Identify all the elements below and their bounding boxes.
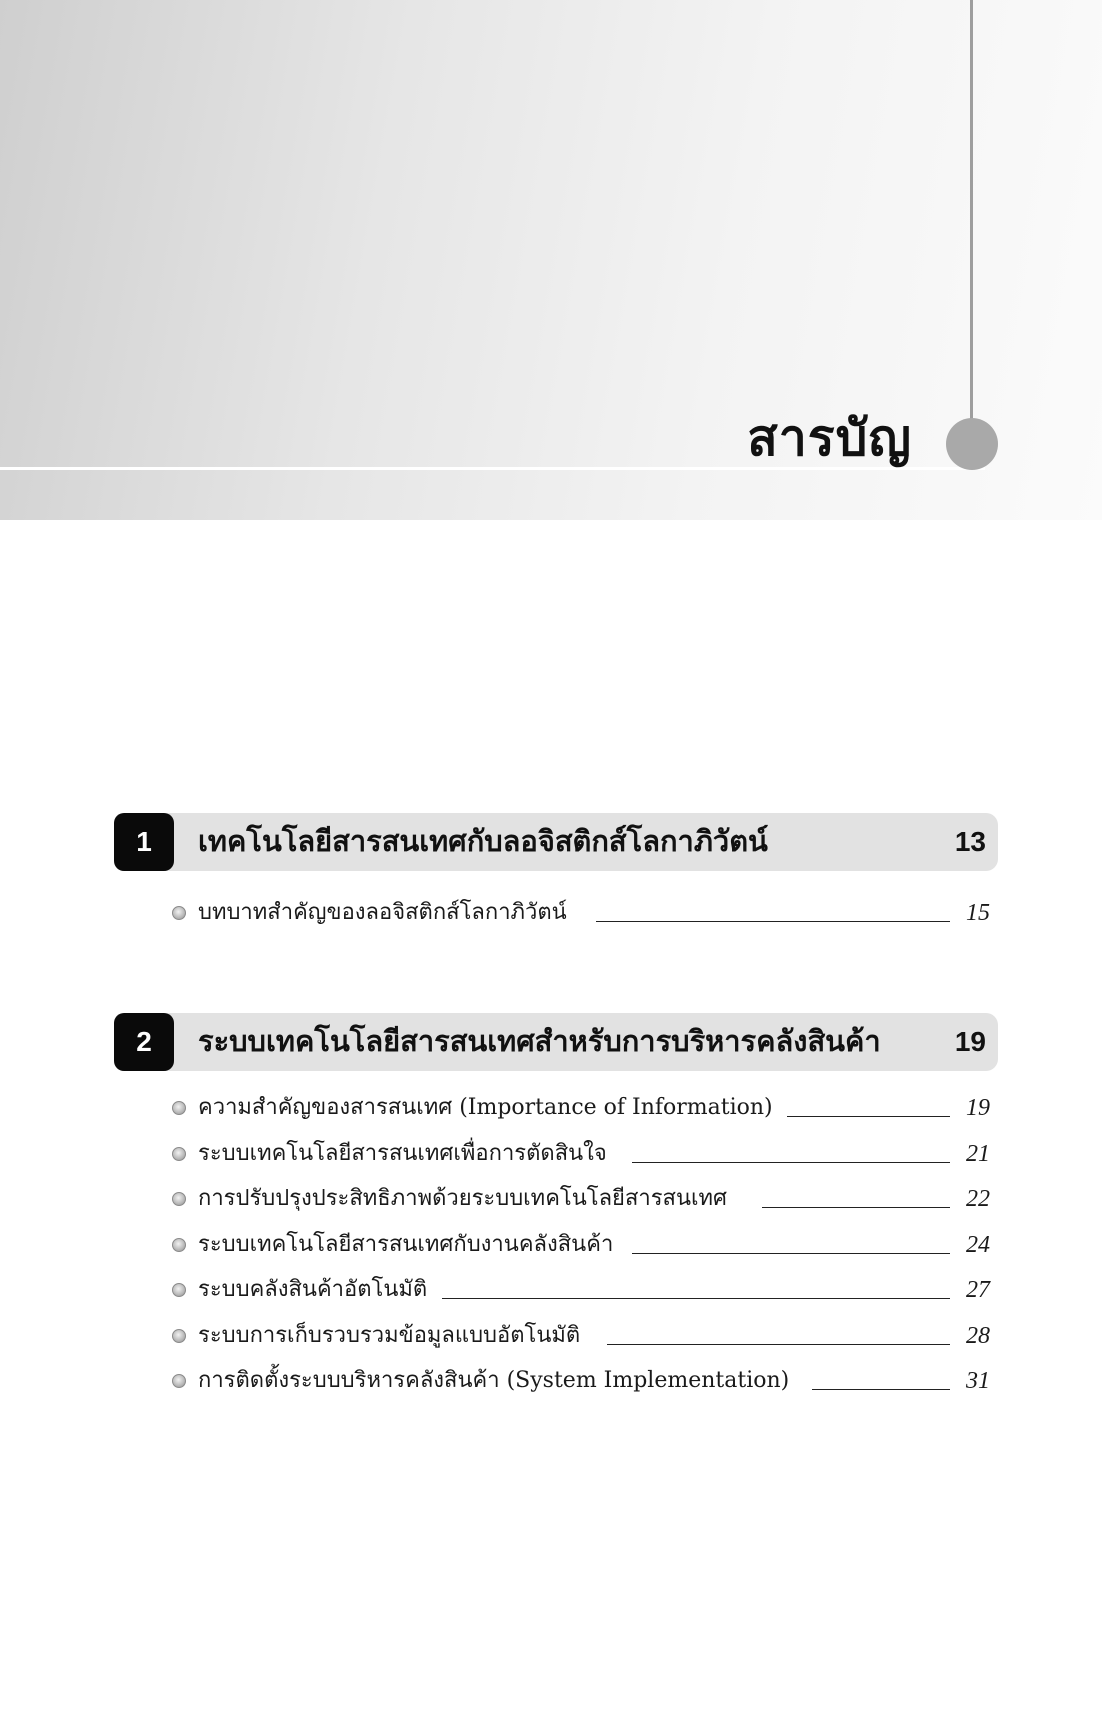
header-band bbox=[0, 0, 1102, 520]
toc-entry[interactable] bbox=[172, 1361, 990, 1401]
chapter-page-number: 19 bbox=[954, 1026, 986, 1057]
leader-line bbox=[632, 1253, 950, 1254]
entry-page-number: 28 bbox=[966, 1323, 990, 1349]
chapter-1-header[interactable] bbox=[114, 813, 998, 871]
entry-title: ระบบเทคโนโลยีสารสนเทศเพื่อการตัดสินใจ bbox=[198, 1141, 607, 1166]
toc-entry[interactable] bbox=[172, 1270, 990, 1310]
toc-entry[interactable] bbox=[172, 1179, 990, 1219]
leader-line bbox=[812, 1389, 950, 1390]
entry-page-number: 22 bbox=[966, 1186, 990, 1212]
bullet-icon bbox=[172, 1192, 186, 1206]
toc-entry[interactable] bbox=[172, 1134, 990, 1174]
entry-title: บทบาทสำคัญของลอจิสติกส์โลกาภิวัตน์ bbox=[198, 900, 567, 925]
entry-title: ระบบคลังสินค้าอัตโนมัติ bbox=[198, 1277, 428, 1302]
entry-title: การติดตั้งระบบบริหารคลังสินค้า (System Implementation) bbox=[198, 1368, 790, 1393]
entry-page-number: 15 bbox=[966, 900, 990, 926]
entry-page-number: 21 bbox=[966, 1141, 990, 1167]
header-vertical-rule bbox=[970, 0, 973, 420]
bullet-icon bbox=[172, 1374, 186, 1388]
toc-entry[interactable] bbox=[172, 1316, 990, 1356]
bullet-icon bbox=[172, 1101, 186, 1115]
chapter-page-number: 13 bbox=[954, 826, 986, 857]
bullet-icon bbox=[172, 1238, 186, 1252]
bullet-icon bbox=[172, 1329, 186, 1343]
entry-title: ระบบเทคโนโลยีสารสนเทศกับงานคลังสินค้า bbox=[198, 1232, 614, 1257]
leader-line bbox=[762, 1207, 950, 1208]
leader-line bbox=[442, 1298, 950, 1299]
entry-page-number: 31 bbox=[966, 1368, 990, 1394]
chapter-title: เทคโนโลยีสารสนเทศกับลอจิสติกส์โลกาภิวัตน์ bbox=[198, 824, 768, 858]
chapter-title: ระบบเทคโนโลยีสารสนเทศสำหรับการบริหารคลังสินค้า bbox=[198, 1024, 881, 1058]
leader-line bbox=[607, 1344, 950, 1345]
chapter-2-header[interactable] bbox=[114, 1013, 998, 1071]
header-circle-decoration bbox=[946, 418, 998, 470]
toc-entry[interactable] bbox=[172, 1225, 990, 1265]
toc-entry[interactable] bbox=[172, 893, 990, 933]
entry-page-number: 19 bbox=[966, 1095, 990, 1121]
toc-entry[interactable] bbox=[172, 1088, 990, 1128]
page-title: สารบัญ bbox=[747, 409, 912, 467]
leader-line bbox=[787, 1116, 950, 1117]
bullet-icon bbox=[172, 1147, 186, 1161]
bullet-icon bbox=[172, 906, 186, 920]
chapter-number-badge: 2 bbox=[114, 1013, 174, 1071]
entry-title: ระบบการเก็บรวบรวมข้อมูลแบบอัตโนมัติ bbox=[198, 1323, 581, 1348]
leader-line bbox=[632, 1162, 950, 1163]
entry-page-number: 27 bbox=[966, 1277, 990, 1303]
entry-title: ความสำคัญของสารสนเทศ (Importance of Information) bbox=[198, 1095, 773, 1120]
chapter-number-badge: 1 bbox=[114, 813, 174, 871]
entry-page-number: 24 bbox=[966, 1232, 990, 1258]
entry-title: การปรับปรุงประสิทธิภาพด้วยระบบเทคโนโลยีสารสนเทศ bbox=[198, 1186, 727, 1211]
leader-line bbox=[596, 921, 950, 922]
bullet-icon bbox=[172, 1283, 186, 1297]
